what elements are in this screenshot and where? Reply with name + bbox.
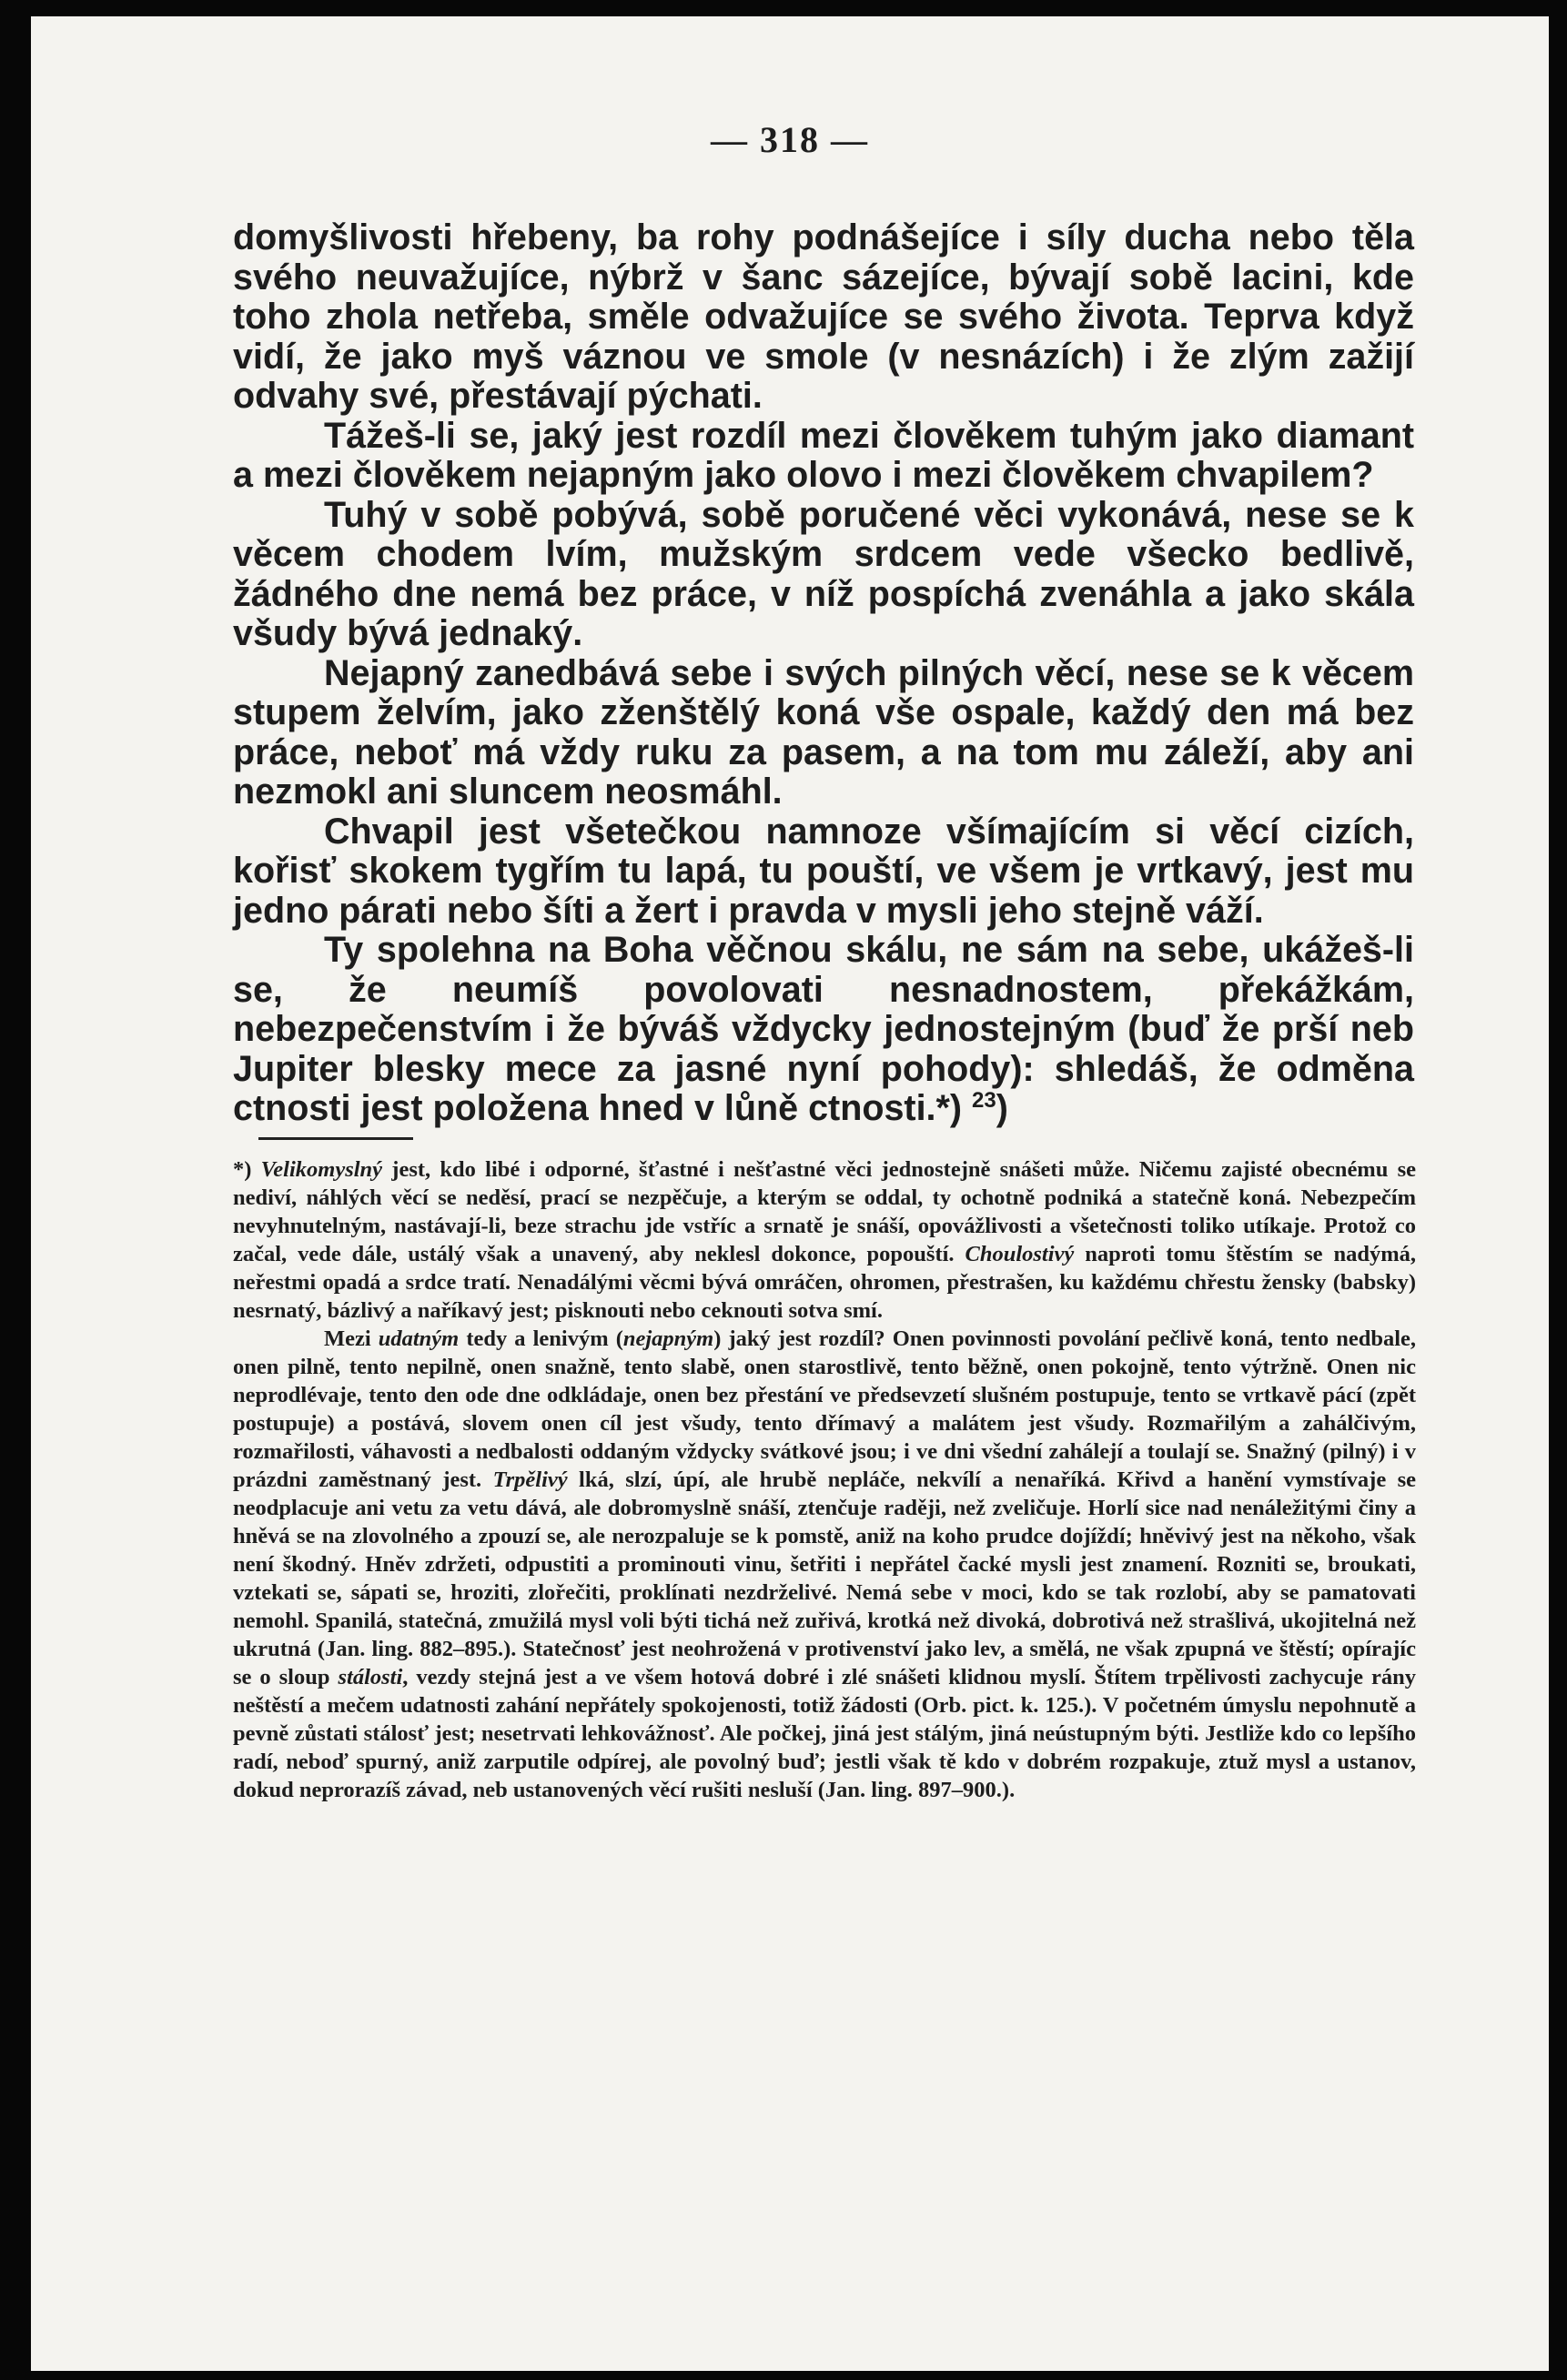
book-page: [31, 16, 1549, 2371]
paragraph: Nejapný zanedbává sebe i svých pilných věcí, nese se k věcem stupem želvím, jako zženštělý koná vše ospale, každý den má bez práce, neboť má vždy ruku za pasem, a na tom mu záleží, aby ani nezmokl ani sluncem neosmáhl.: [233, 652, 1414, 812]
emphasized-term: udatným: [378, 1326, 460, 1351]
paragraph: Ty spolehna na Boha věčnou skálu, ne sám na sebe, ukážeš-li se, že neumíš povolovati nesnadnostem, překážkám, nebezpečenstvím i že býváš vždycky jednostejným (buď že prší neb Jupiter blesky mece za jasné nyní pohody): shledáš, že odměna ctnosti jest položena hned v lůně ctnosti.*) $^{23}$): [233, 930, 1414, 1128]
emphasized-term: nejapným: [622, 1326, 714, 1351]
emphasized-term: stálosti: [338, 1665, 403, 1689]
paragraph: Tuhý v sobě pobývá, sobě poručené věci vykonává, nese se k věcem chodem lvím, mužským srdcem vede všecko bedlivě, žádného dne nemá bez práce, v níž pospíchá zvenáhla a jako skála všudy bývá jednaký.: [233, 494, 1414, 653]
footnote-text: Mezi: [324, 1326, 379, 1351]
footnote-text: lká, slzí, úpí, ale hrubě nepláče, nekvílí a nenaříká. Křivd a hanění vymstívaje se neodplacuje ani vetu za vetu dává, ale dobromyslně snáší, ztenčuje raději, než zveličuje. Horlí sice nad nenáležitými činy a hněvá se na zlovolného a zpouzí se, ale nerozpaluje se k pomstě, aniž na koho prudce dojíždí; hněvivý jest na někoho, však není škodný. Hněv zdržeti, odpustiti a prominouti vinu, šetřiti i nepřátel čacké mysli jest znamení. Rozniti se, broukati, vztekati se, sápati se, hroziti, zlořečiti, proklínati nezdrželivé. Nemá sebe v moci, kdo se tak rozlobí, aby se pamatovati nemohl. Spanilá, statečná, zmužilá mysl voli býti tichá než zuřivá, krotká než divoká, dobrotivá než strašlivá, ukojitelná než ukrutná (Jan. ling. 882–895.). Statečnosť jest neohrožená v protivenství jako lev, a smělá, ne však zpupná ve štěstí; opírajíc se o sloup: [233, 1467, 1416, 1689]
paragraph: Tážeš-li se, jaký jest rozdíl mezi člověkem tuhým jako diamant a mezi člověkem nejapným jako olovo i mezi člověkem chvapilem?: [233, 415, 1414, 495]
page-number: — 318 —: [711, 119, 869, 160]
paragraph: Chvapil jest všetečkou namnoze všímajícím si věcí cizích, kořisť skokem tygřím tu lapá, tu pouští, ve všem je vrtkavý, jest mu jedno párati nebo šíti a žert i pravda v mysli jeho stejně váží.: [233, 811, 1414, 931]
footnote-text: jest, kdo libé i odporné, šťastné i nešťastné věci jednostejně snášeti může. Ničemu zajisté obecnému se nediví, náhlých věcí se neděsí, prací se nezpěčuje, a kterým se oddal, ty ochotně podniká a statečně koná. Nebezpečím nevyhnutelným, nastávají-li, beze strachu jde vstříc a srnatě je snáší, opovážlivosti a všetečnosti toliko utíkaje. Protož co začal, vede dále, ustálý však a unavený, aby neklesl dokonce, popouští.: [233, 1157, 1416, 1266]
main-text: [233, 218, 1414, 1129]
emphasized-term: Choulostivý: [965, 1242, 1075, 1266]
footnote-divider: [258, 1137, 413, 1140]
footnote-paragraph: [233, 1155, 1416, 1325]
footnote: [233, 1155, 1416, 1804]
emphasized-term: Velikomyslný: [260, 1157, 383, 1182]
note-reference: 23: [972, 1087, 996, 1113]
paragraph: domyšlivosti hřebeny, ba rohy podnášejíce i síly ducha nebo těla svého neuvažujíce, nýbrž v šanc sázejíce, bývají sobě lacini, kde toho zhola netřeba, směle odvažujíce se svého života. Teprva když vidí, že jako myš váznou ve smole (v nesnázích) i že zlým zažijí odvahy své, přestávají pýchati.: [233, 217, 1414, 416]
footnote-text: tedy a lenivým (: [459, 1326, 623, 1351]
footnote-text: , vezdy stejná jest a ve všem hotová dobré i zlé snášeti klidnou myslí. Štítem trpělivosti zachycuje rány neštěstí a mečem udatnosti zahání nepřátely spokojenosti, totiž žádosti (Orb. pict. k. 125.). V početném úmyslu nepohnutě a pevně zůstati stálosť jest; nesetrvati lehkovážnosť. Ale počkej, jiná jest stálým, jiná neústupným býti. Jestliže kdo co lepšího radí, neboď spurný, aniž zarputile odpírej, ale povolný buď; jestli však tě kdo v dobrém rozpakuje, ztuž mysl a ustanov, dokud neprorazíš závad, neb ustanovených věcí rušiti nesluší (Jan. ling. 897–900.).: [233, 1665, 1416, 1802]
footnote-marker: *): [233, 1157, 252, 1182]
footnote-text: naproti tomu štěstím se nadýmá, neřestmi opadá a srdce tratí. Nenadálými věcmi bývá omráčen, ohromen, přestrašen, ku každému chřestu žensky (babsky) nesrnatý, bázlivý a naříkavý jest; pisknouti nebo ceknouti sotva smí.: [233, 1242, 1416, 1323]
footnote-paragraph: [233, 1325, 1416, 1804]
footnote-text: ) jaký jest rozdíl? Onen povinnosti povolání pečlivě koná, tento nedbale, onen pilně, tento nepilně, onen snažně, tento slabě, onen starostlivě, tento běžně, onen pokojně, tento výtržně. Onen nic neprodlévaje, tento den ode dne odkládaje, onen bez přestání ve předsevzetí slušném postupuje, tento se vrtkavě pácí (zpět postupuje) a postává, slovem onen cíl jest všudy, tento dřímavý a malátem jest všudy. Rozmařilým a zahálčivým, rozmařilosti, váhavosti a nedbalosti oddaným vždycky svátkové jsou; i ve dni všední zahálejí a toulají se. Snažný (pilný) i v prázdni zaměstnaný jest.: [233, 1326, 1416, 1492]
emphasized-term: Trpělivý: [492, 1467, 568, 1492]
